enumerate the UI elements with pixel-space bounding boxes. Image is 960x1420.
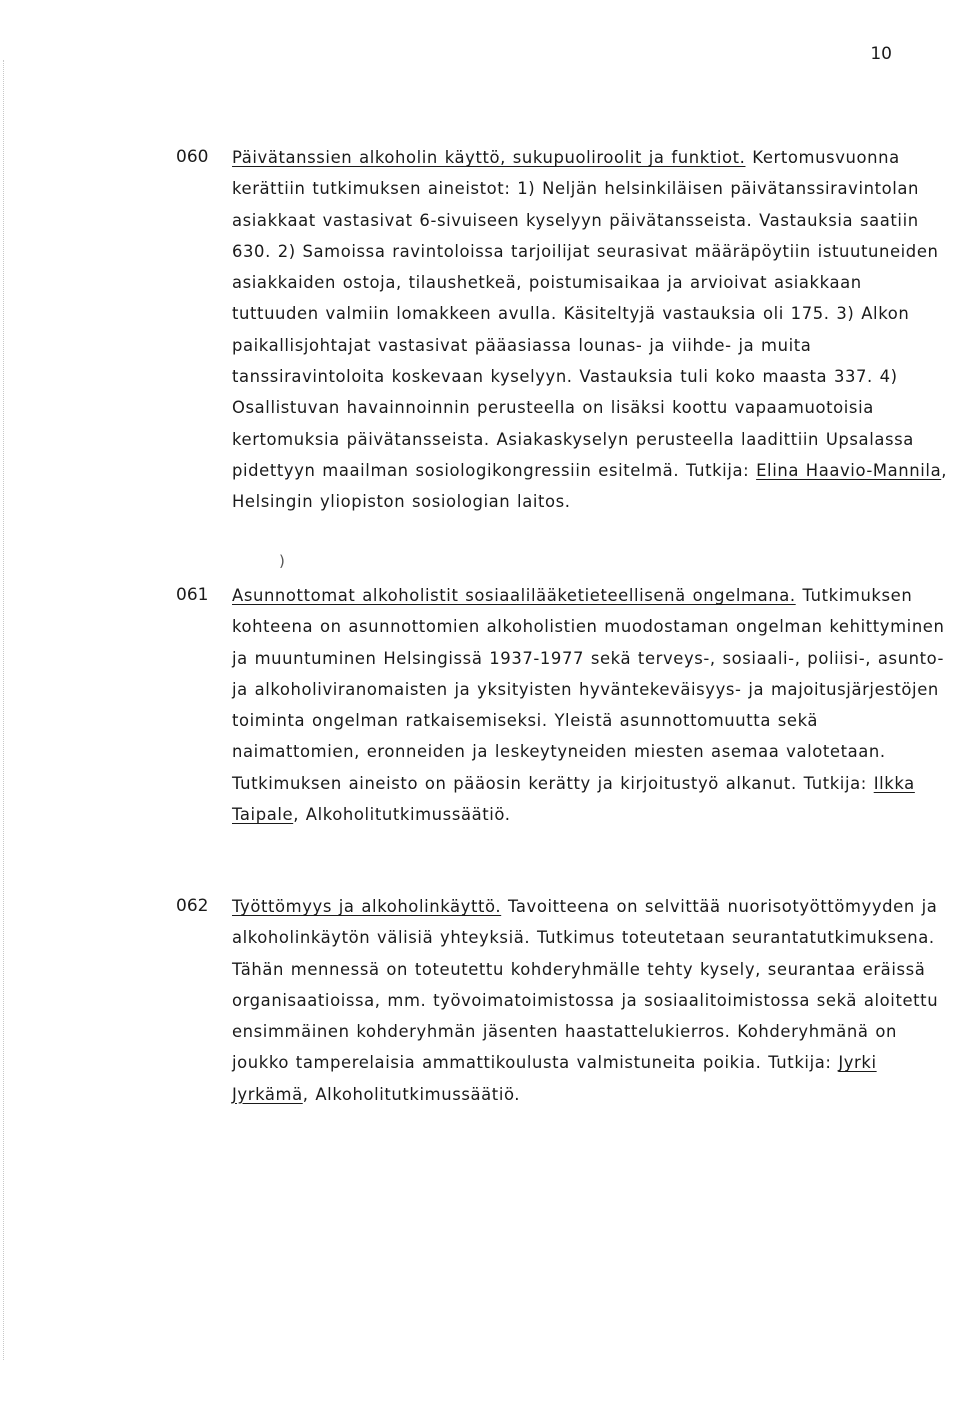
entry-body bbox=[232, 580, 948, 830]
researcher-institution: , Alkoholitutkimussäätiö. bbox=[302, 1084, 521, 1104]
researcher-label: Tutkija: bbox=[685, 460, 750, 480]
entry-title: Asunnottomat alkoholistit sosiaalilääketieteellisenä ongelmana. bbox=[232, 586, 796, 605]
left-margin-dots bbox=[3, 60, 5, 1360]
researcher-institution: , Alkoholitutkimussäätiö. bbox=[293, 805, 511, 825]
entry-number: 061 bbox=[176, 585, 209, 605]
researcher-name: Jyrki Jyrkämä bbox=[232, 1053, 877, 1104]
researcher-name: Ilkka Taipale bbox=[232, 773, 915, 825]
entry-061 bbox=[176, 580, 948, 830]
researcher-label: Tutkija: bbox=[803, 773, 867, 793]
entry-text: Tutkimuksen kohteena on asunnottomien alkoholistien muodostaman ongelman kehittyminen ja muuntuminen Helsingissä 1937-1977 sekä terveys-, sosiaali-, poliisi-, asunto- ja alkoholiviranomaisten ja yksityisten hyväntekeväisyys- ja majoitusjärjestöjen toiminta ongelman ratkaisemiseksi. Yleistä asunnottomuutta sekä naimattomien, eronneiden ja leskeytyneiden miesten asemaa valotetaan. Tutkimuksen aineisto on pääosin kerätty ja kirjoitustyö alkanut. bbox=[232, 586, 945, 793]
entry-text: Tavoitteena on selvittää nuorisotyöttömyyden ja alkoholinkäytön välisiä yhteyksiä. Tutkimus toteutetaan seurantatutkimuksena. Tähän mennessä on toteutettu kohderyhmälle tehty kysely, seurantaa eräissä organisaatioissa, mm. työvoimatoimistossa ja sosiaalitoimistossa sekä aloitettu ensimmäinen kohderyhmän jäsenten haastattelukierros. Kohderyhmänä on joukko tamperelaisia ammattikoulusta valmistuneita poikia. bbox=[232, 897, 939, 1073]
researcher-name: Elina Haavio-Mannila bbox=[756, 460, 942, 480]
entry-body bbox=[232, 142, 948, 518]
entry-number: 062 bbox=[176, 896, 209, 916]
entry-062 bbox=[176, 891, 948, 1110]
researcher-label: Tutkija: bbox=[768, 1053, 832, 1073]
researcher-institution: , Helsingin yliopiston sosiologian laitos. bbox=[232, 460, 948, 512]
entry-body bbox=[232, 891, 948, 1110]
entry-text: Kertomusvuonna kerättiin tutkimuksen aineistot: 1) Neljän helsinkiläisen päivätanssiravintolan asiakkaat vastasivat 6-sivuiseen kyselyyn päivätansseista. Vastauksia saatiin 630. 2) Samoissa ravintoloissa tarjoilijat seurasivat määräpöytiin istuutuneiden asiakkaiden ostoja, tilaushetkeä, poistumisaikaa ja arvioivat asiakkaan tuttuuden valmiin lomakkeen avulla. Käsiteltyjä vastauksia oli 175. 3) Alkon paikallisjohtajat vastasivat pääasiassa lounas- ja viihde- ja muita tanssiravintoloita koskevaan kyselyyn. Vastauksia tuli koko maasta 337. 4) Osallistuvan havainnoinnin perusteella on lisäksi koottu vapaamuotoisia kertomuksia päivätansseista. Asiakaskyselyn perusteella laadittiin Upsalassa pidettyyn maailman sosiologikongressiin esitelmä. bbox=[232, 148, 939, 480]
stray-mark: ) bbox=[279, 552, 285, 570]
entry-title: Työttömyys ja alkoholinkäyttö. bbox=[232, 897, 502, 916]
entry-number: 060 bbox=[176, 147, 209, 167]
page-number: 10 bbox=[870, 44, 892, 64]
entry-060 bbox=[176, 142, 948, 518]
entry-title: Päivätanssien alkoholin käyttö, sukupuoliroolit ja funktiot. bbox=[232, 148, 746, 167]
